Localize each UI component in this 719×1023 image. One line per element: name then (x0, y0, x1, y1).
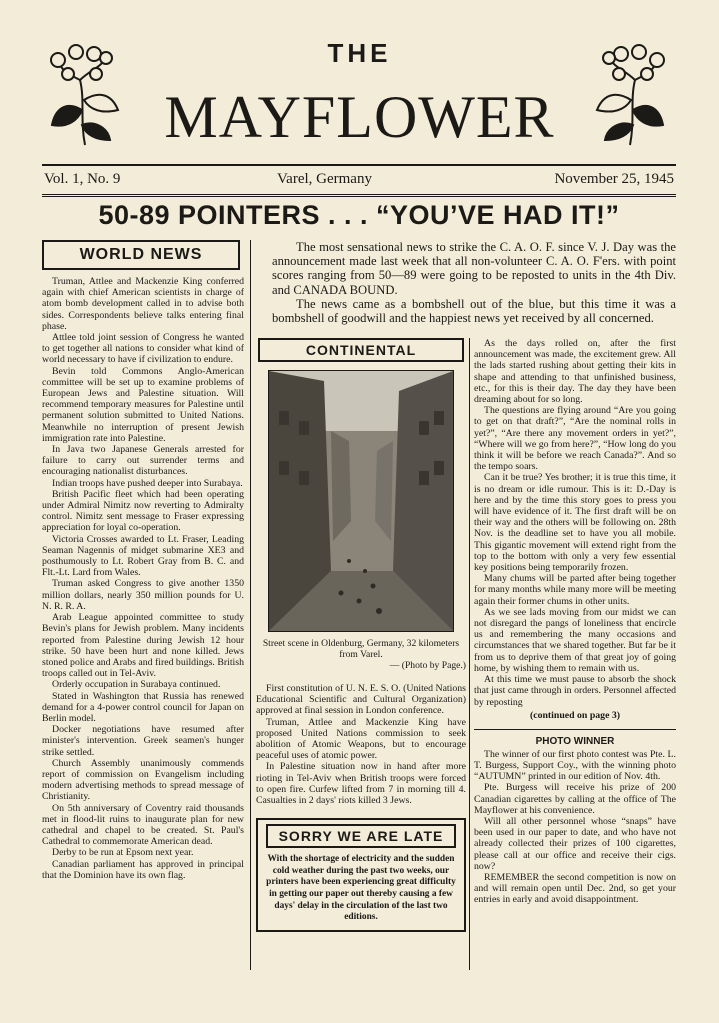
news-paragraph: Victoria Crosses awarded to Lt. Fraser, Leading Seaman Nagennis of midget submarine XE3 and posthumously to Lt. Robert Gray from B. C. and Flt.-Lt. Lard from Wales. (42, 533, 244, 579)
photo-winner-paragraph: REMEMBER the second competition is now on and will remain open until Dec. 2nd, so get your entries in early and avoid disappointment. (474, 871, 676, 906)
photo-winner-paragraph: Will all other personnel whose “snaps” have been used in our paper to date, and who have not already collected their prizes of 100 cigarettes, please call at our office and receive their cigs. now? (474, 815, 676, 872)
sorry-heading: SORRY WE ARE LATE (266, 824, 456, 848)
continental-heading: CONTINENTAL (258, 338, 464, 362)
news-paragraph: Canadian parliament has approved in principal that the Dominion have its own flag. (42, 858, 244, 881)
continental-paragraph: First constitution of U. N. E. S. O. (United Nations Educational Scientific and Cultural Organization) approved at final session in London conference. (256, 683, 466, 717)
story-paragraph: As we see lads moving from our midst we can not disregard the pangs of loneliness that encircle us and remembering the many occasions and circumstances that we shared together. But far be it from us to deprive them of that great joy of going home, by wishing them to remain with us. (474, 606, 676, 674)
masthead-the: THE (327, 38, 392, 68)
world-news-column (42, 240, 244, 970)
main-headline: 50-89 POINTERS . . . “YOU’VE HAD IT!” (98, 200, 620, 230)
story-paragraph: As the days rolled on, after the first announcement was made, the excitement grew. All the lads started rushing about getting their kits in shape and attending to that unfinished business, etc., for this is their day. The day they have been dreaming about for so long. (474, 338, 676, 406)
news-paragraph: Bevin told Commons Anglo-American committee will be set up to examine problems of European Jews and Palestine situation. Will recommend temporary measures for Palestine until permanent solution submitted to United Nations. Meanwhile no interruption of present Jewish immigration rate into Palestine. (42, 365, 244, 444)
news-paragraph: Truman asked Congress to give another 1350 million dollars, nearly 350 million pounds for U. N. R. R. A. (42, 578, 244, 612)
intro-paragraph: The most sensational news to strike the C. A. O. F. since V. J. Day was the announcement made last week that all non-volunteer C. A. O. F'ers. with point scores ranging from 50—89 were going to be reposted to units in the 4th Div. and CANADA BOUND. (272, 240, 676, 297)
issue-date: November 25, 1945 (554, 171, 674, 187)
main-story-column (474, 338, 676, 906)
news-paragraph: In Java two Japanese Generals arrested for failure to carry out surrender terms and encouraging nationalist disturbances. (42, 444, 244, 478)
intro-paragraph: The news came as a bombshell out of the blue, but this time it was a bombshell of goodwill and the happiest news yet received by all concerned. (272, 296, 676, 326)
photo-caption (256, 638, 466, 671)
continental-paragraph: In Palestine situation now in hand after more rioting in Tel-Aviv when British troops were forced to open fire. Curfew lifted from 7 in morning till 4. Casualties in 2 days' riots killed 3 Jews. (256, 761, 466, 807)
column-rule (250, 240, 251, 970)
oldenburg-street-photo (268, 370, 454, 632)
continental-paragraph: Truman, Attlee and Mackenzie King have proposed United Nations commission to seek abolition of Atomic Weapons, but to encourage peaceful uses of atomic power. (256, 716, 466, 762)
news-paragraph: On 5th anniversary of Coventry raid thousands met in flood-lit ruins to inaugurate plan for new cathedral and chapel to be created. St. Paul's Cathedral to commemorate American dead. (42, 802, 244, 848)
news-paragraph: Arab League appointed committee to study Bevin's plans for Jewish problem. Many incidents reported from Palestine during Jewish 12 hour strike. 50 have been hurt and none killed. Jews stoned police and Arabs and fired buildings. British troops called out in Tel-Aviv. (42, 612, 244, 680)
continental-column (256, 338, 466, 932)
news-paragraph: Derby to be run at Epsom next year. (52, 847, 194, 859)
news-paragraph: Attlee told joint session of Congress he wanted to get together all nations to consider what kind of world necessary to have if civilization to endure. (42, 332, 244, 366)
story-paragraph: Can it be true? Yes brother; it is true this time, it is no dream or idle rumour. This is it: D.-Day is here and by the time this story goes to press you will have evidence of it. The first draft will be on their way and the others will be following on. 28th Nov. is the deadline set to have you all mobile. This gigantic movement will extend right from the top to the bottom with only a very few essential key positions being temporarily frozen. (474, 472, 676, 574)
column-rule (469, 338, 470, 970)
news-paragraph: British Pacific fleet which had been operating under Admiral Nimitz now reverting to Admiralty control. Nimitz sent message to Fraser expressing appreciation for loyal co-operation. (42, 488, 244, 534)
place: Varel, Germany (277, 171, 372, 187)
news-paragraph: Truman, Attlee and Mackenzie King conferred again with chief American scientists in charge of atom bomb development called in to advise both sides. Correspondents believe talks entering final phase. (42, 276, 244, 332)
photo-winner-paragraph: Pte. Burgess will receive his prize of 200 Canadian cigarettes by calling at the office of The Mayflower at his convenience. (474, 782, 676, 816)
news-paragraph: Stated in Washington that Russia has renewed demand for a 4-power control council for Japan on Berlin model. (42, 690, 244, 724)
caption-text: Street scene in Oldenburg, Germany, 32 kilometers from Varel. (262, 638, 460, 660)
mayflower-emblem-right (585, 40, 675, 150)
photo-winner-paragraph: The winner of our first photo contest was Pte. L. T. Burgess, Support Coy., with the winning photo “AUTUMN” printed in our edition of Nov. 4th. (474, 748, 676, 783)
news-paragraph: Docker negotiations have resumed after minister's intervention. Greek seamen's hunger strike settled. (42, 724, 244, 758)
masthead-title: MAYFLOWER (164, 84, 555, 150)
world-news-heading: WORLD NEWS (42, 240, 240, 270)
volume-number: Vol. 1, No. 9 (44, 171, 121, 187)
photo-winner-heading: PHOTO WINNER (474, 729, 676, 747)
news-paragraph: Church Assembly unanimously commends report of commission on Evangelism including modern advertising methods to spread message of Christianity. (42, 757, 244, 803)
lead-story-intro (272, 240, 676, 325)
news-paragraph: Indian troops have pushed deeper into Surabaya. (52, 477, 243, 489)
caption-credit: — (Photo by Page.) (389, 660, 466, 671)
sorry-text: With the shortage of electricity and the sudden cold weather during the past two weeks, our printers have been experiencing great difficulty in getting our paper out thereby causing a few days' delay in the circulation of the last two editions. (266, 854, 456, 923)
story-paragraph: Many chums will be parted after being together for many months while many more will be meeting again their former chums in other units. (474, 573, 676, 607)
sorry-we-are-late-box (256, 818, 466, 932)
story-paragraph: The questions are flying around “Are you going to get on that draft?”, “Are the nominal rolls in yet?”, “Are there any movement orders in yet?”, “Where will we go from here?”, “How long do you think it will be before we reach Canada?”. And so the tempo soars. (474, 405, 676, 473)
story-paragraph: At this time we must pause to absorb the shock that just came through in orders. Personnel affected by reposting (474, 674, 676, 708)
masthead (0, 0, 719, 160)
news-paragraph: Orderly occupation in Surabaya continued. (52, 679, 221, 691)
dateline (42, 164, 676, 197)
continued-note: (continued on page 3) (529, 709, 621, 721)
